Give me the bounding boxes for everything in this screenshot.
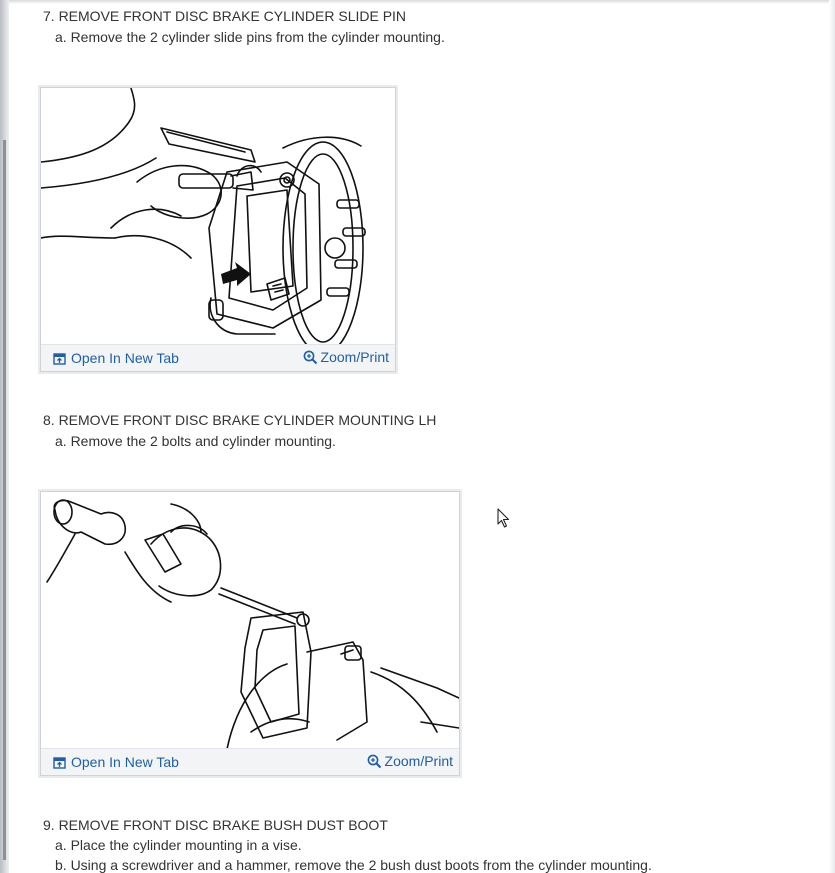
zoom-magnifier-icon	[367, 754, 382, 769]
mouse-pointer-icon	[497, 508, 511, 528]
zoom-magnifier-icon	[303, 350, 318, 365]
zoom-print-link[interactable]	[367, 753, 453, 769]
step-8-sub-a: a. Remove the 2 bolts and cylinder mounting.	[55, 433, 336, 449]
step-9-sub-a: a. Place the cylinder mounting in a vise.	[55, 837, 302, 853]
step-9-title: 9. REMOVE FRONT DISC BRAKE BUSH DUST BOOT	[43, 817, 388, 833]
zoom-print-label: Zoom/Print	[320, 349, 389, 365]
figure-action-bar	[41, 748, 459, 775]
right-edge-shadow	[829, 0, 835, 873]
brake-caliper-illustration	[41, 88, 395, 345]
zoom-print-link[interactable]	[303, 349, 389, 365]
figure-cylinder-mounting	[40, 491, 460, 776]
open-in-new-tab-icon	[53, 352, 66, 365]
open-in-new-tab-label: Open In New Tab	[71, 754, 179, 770]
zoom-print-label: Zoom/Print	[384, 753, 453, 769]
step-7-sub-a: a. Remove the 2 cylinder slide pins from the cylinder mounting.	[55, 29, 445, 45]
step-7-title: 7. REMOVE FRONT DISC BRAKE CYLINDER SLIDE PIN	[43, 8, 407, 24]
open-in-new-tab-label: Open In New Tab	[71, 350, 179, 366]
left-window-edge	[0, 0, 9, 873]
cylinder-mounting-illustration	[41, 492, 459, 749]
open-in-new-tab-icon	[53, 756, 66, 769]
top-window-edge	[9, 0, 835, 4]
step-9-sub-b: b. Using a screwdriver and a hammer, remove the 2 bush dust boots from the cylinder mounting.	[55, 857, 652, 873]
figure-slide-pin	[40, 87, 396, 372]
figure-action-bar	[41, 344, 395, 371]
open-in-new-tab-link[interactable]	[53, 350, 179, 366]
open-in-new-tab-link[interactable]	[53, 754, 179, 770]
step-8-title: 8. REMOVE FRONT DISC BRAKE CYLINDER MOUNTING LH	[43, 412, 437, 428]
